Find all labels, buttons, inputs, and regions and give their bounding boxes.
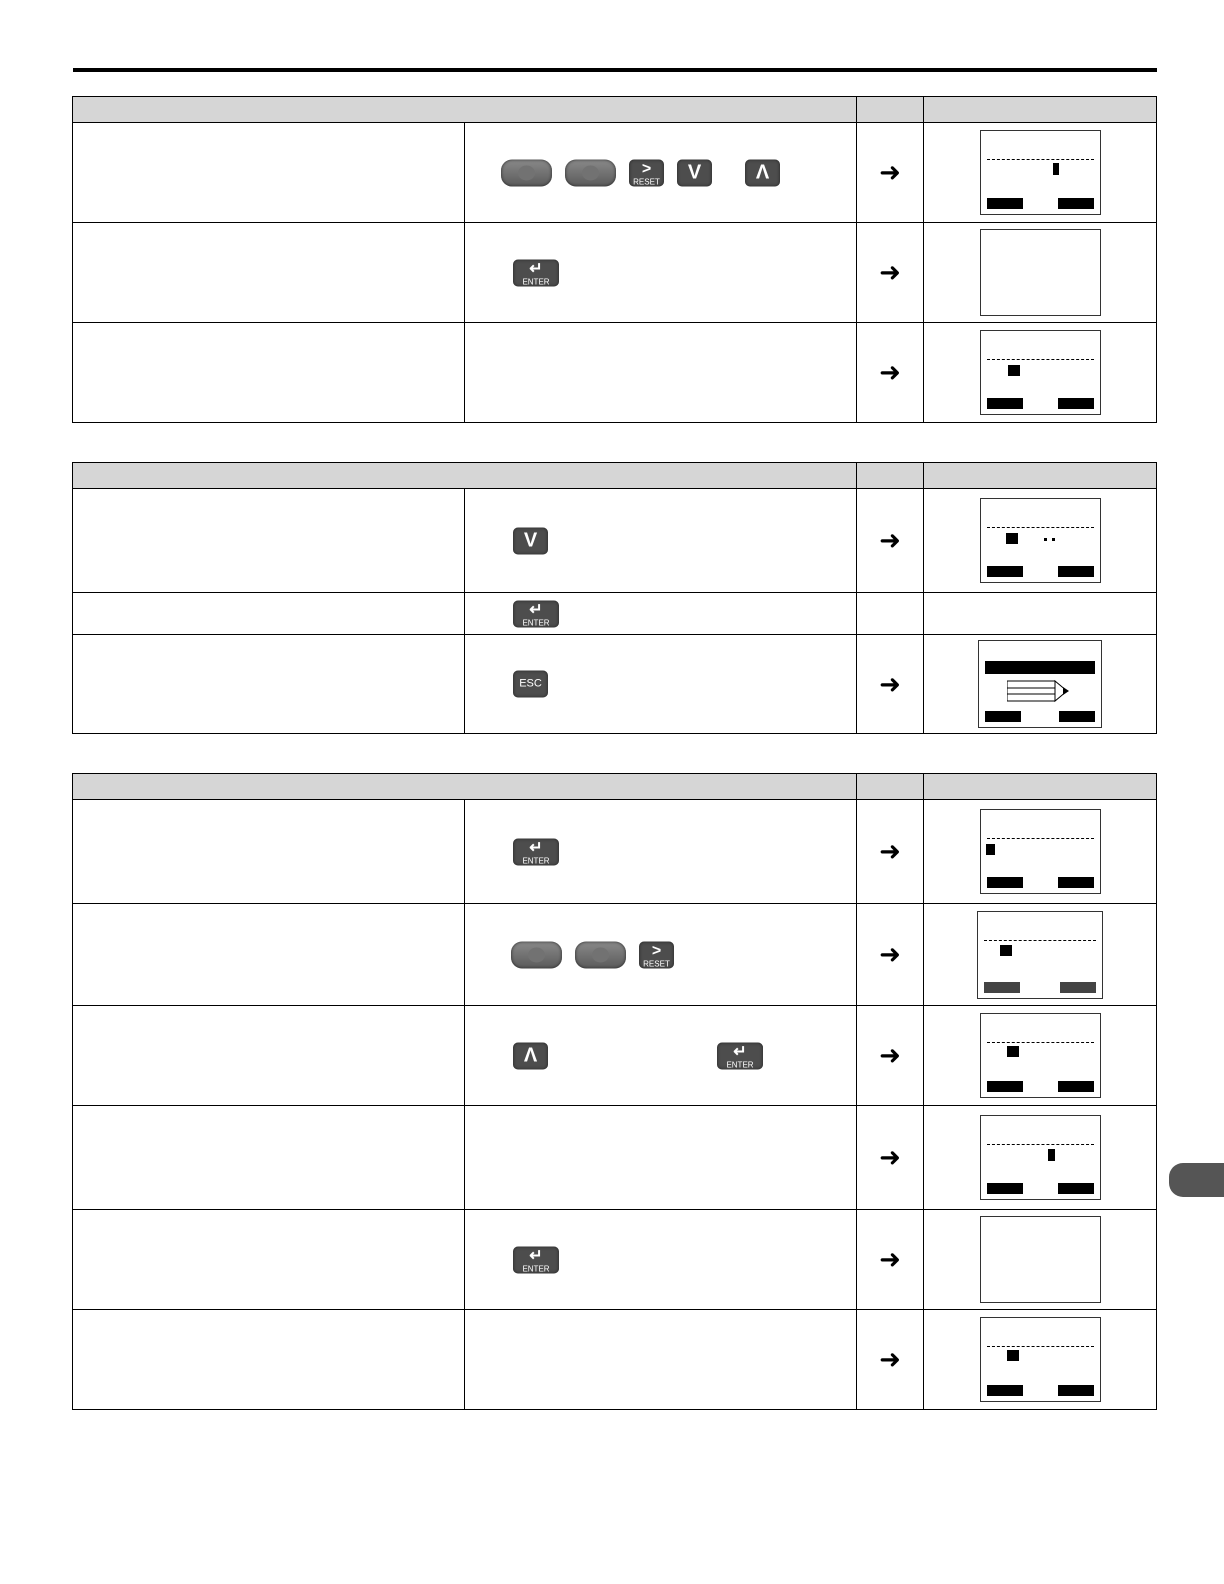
right-arrow-icon: ➜ <box>879 1142 901 1172</box>
right-arrow-icon: ➜ <box>879 668 901 699</box>
right-arrow-icon: ➜ <box>879 157 901 187</box>
lcd-display <box>980 1317 1101 1402</box>
header-step <box>73 97 857 123</box>
lcd-display <box>980 330 1101 415</box>
up-key[interactable]: Λ <box>745 159 780 186</box>
lcd-display <box>980 1013 1101 1098</box>
procedure-table-1 <box>72 96 1157 423</box>
lcd-display <box>980 498 1101 583</box>
down-key[interactable]: V <box>677 159 712 186</box>
enter-key[interactable]: ↵ ENTER <box>717 1042 763 1069</box>
lcd-display <box>980 1216 1101 1303</box>
lcd-display <box>980 1115 1101 1200</box>
up-key[interactable]: Λ <box>513 1042 548 1069</box>
top-rule <box>73 68 1157 72</box>
key-f1[interactable] <box>501 159 552 186</box>
procedure-table-2 <box>72 462 1157 734</box>
down-key[interactable]: V <box>513 527 548 554</box>
lcd-display <box>980 229 1101 316</box>
key-f2[interactable] <box>565 159 616 186</box>
esc-key[interactable]: ESC <box>513 671 548 698</box>
right-reset-key[interactable]: > RESET <box>639 941 674 968</box>
header-display <box>924 97 1157 123</box>
step-cell <box>73 123 465 223</box>
key-f1[interactable] <box>511 941 562 968</box>
enter-key[interactable]: ↵ ENTER <box>513 838 559 865</box>
lcd-display <box>977 911 1103 999</box>
right-arrow-icon: ➜ <box>879 1244 901 1274</box>
right-arrow-icon: ➜ <box>879 939 901 969</box>
section-tab-marker <box>1169 1163 1224 1197</box>
key-f2[interactable] <box>575 941 626 968</box>
lcd-display <box>980 130 1101 215</box>
enter-key[interactable]: ↵ ENTER <box>513 259 559 286</box>
enter-key[interactable]: ↵ ENTER <box>513 600 559 627</box>
procedure-table-3 <box>72 773 1157 1410</box>
header-arrow <box>857 97 924 123</box>
lcd-display <box>978 640 1102 728</box>
pencil-icon <box>1007 679 1077 705</box>
right-arrow-icon: ➜ <box>879 1344 901 1374</box>
right-arrow-icon: ➜ <box>879 525 901 555</box>
desc-cell <box>465 123 857 223</box>
lcd-display <box>980 809 1101 894</box>
right-arrow-icon: ➜ <box>879 1040 901 1070</box>
right-reset-key[interactable]: > RESET <box>629 159 664 186</box>
right-arrow-icon: ➜ <box>879 257 901 287</box>
right-arrow-icon: ➜ <box>879 357 901 387</box>
right-arrow-icon: ➜ <box>879 836 901 866</box>
enter-key[interactable]: ↵ ENTER <box>513 1246 559 1273</box>
